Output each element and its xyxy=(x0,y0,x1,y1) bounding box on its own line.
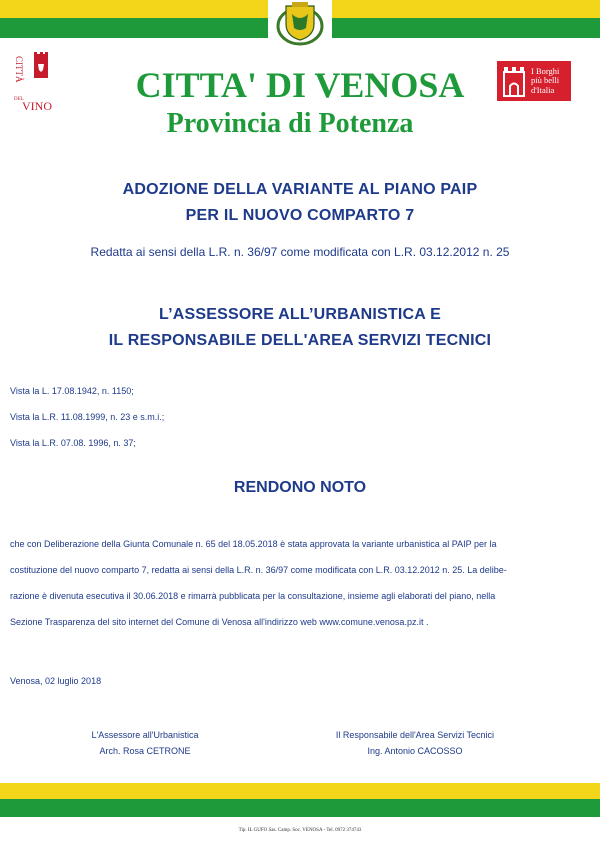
vista-item: Vista la L. 17.08.1942, n. 1150; xyxy=(10,386,134,396)
logo-vino-text-citta: CITTÀ xyxy=(14,56,24,83)
logo-vino-text-del: DEL xyxy=(14,97,24,102)
vista-item: Vista la L.R. 07.08. 1996, n. 37; xyxy=(10,438,136,448)
notice-body xyxy=(10,531,592,635)
signature-left-name: Arch. Rosa CETRONE xyxy=(99,746,191,756)
printer-credit: Tip. IL GUFO Sas. Camp. Soc. VENOSA - Tel. 0972 374743 xyxy=(238,828,362,833)
borghi-text-line2: più belli xyxy=(531,75,560,86)
document-subtitle: Redatta ai sensi della L.R. n. 36/97 come modificata con L.R. 03.12.2012 n. 25 xyxy=(90,245,510,259)
rendono-noto-heading: RENDONO NOTO xyxy=(233,479,367,496)
document-title-line1: ADOZIONE DELLA VARIANTE AL PIANO PAIP xyxy=(122,181,478,198)
signature-right-name: Ing. Antonio CACOSSO xyxy=(367,746,463,756)
province-title: Provincia di Potenza xyxy=(166,108,414,139)
signature-left-role: L'Assessore all'Urbanistica xyxy=(91,730,199,740)
signature-left xyxy=(70,727,220,759)
body-line: che con Deliberazione della Giunta Comunale n. 65 del 18.05.2018 è stata approvata la variante urbanistica al PAIP per la xyxy=(10,539,497,549)
bottom-yellow-band xyxy=(0,783,600,799)
borghi-text-line1: I Borghi xyxy=(531,65,560,76)
authority-line1: L’ASSESSORE ALL’URBANISTICA E xyxy=(159,306,441,323)
signature-right xyxy=(325,727,505,759)
document-title-line2: PER IL NUOVO COMPARTO 7 xyxy=(185,207,415,224)
city-title: CITTA' DI VENOSA xyxy=(135,65,465,105)
authority-line2: IL RESPONSABILE DELL'AREA SERVIZI TECNICI xyxy=(108,332,492,349)
logo-vino-text-vino: VINO xyxy=(22,99,52,113)
coat-of-arms-icon xyxy=(268,0,332,46)
borghi-text-line3: d'Italia xyxy=(531,84,555,95)
vista-item: Vista la L.R. 11.08.1999, n. 23 e s.m.i.; xyxy=(10,412,165,422)
body-line: Sezione Trasparenza del sito internet del Comune di Venosa all'indirizzo web www.comune.venosa.pz.it . xyxy=(10,617,429,627)
body-line: razione è divenuta esecutiva il 30.06.2018 e rimarrà pubblicata per la consultazione, insieme agli elaborati del piano, nella xyxy=(10,591,496,601)
document-date: Venosa, 02 luglio 2018 xyxy=(10,676,102,686)
signature-right-role: Il Responsabile dell'Area Servizi Tecnici xyxy=(335,730,495,740)
body-line: costituzione del nuovo comparto 7, redatta ai sensi della L.R. n. 36/97 come modificata con L.R. 03.12.2012 n. 25. La delibe- xyxy=(10,565,507,575)
bottom-green-band xyxy=(0,799,600,817)
